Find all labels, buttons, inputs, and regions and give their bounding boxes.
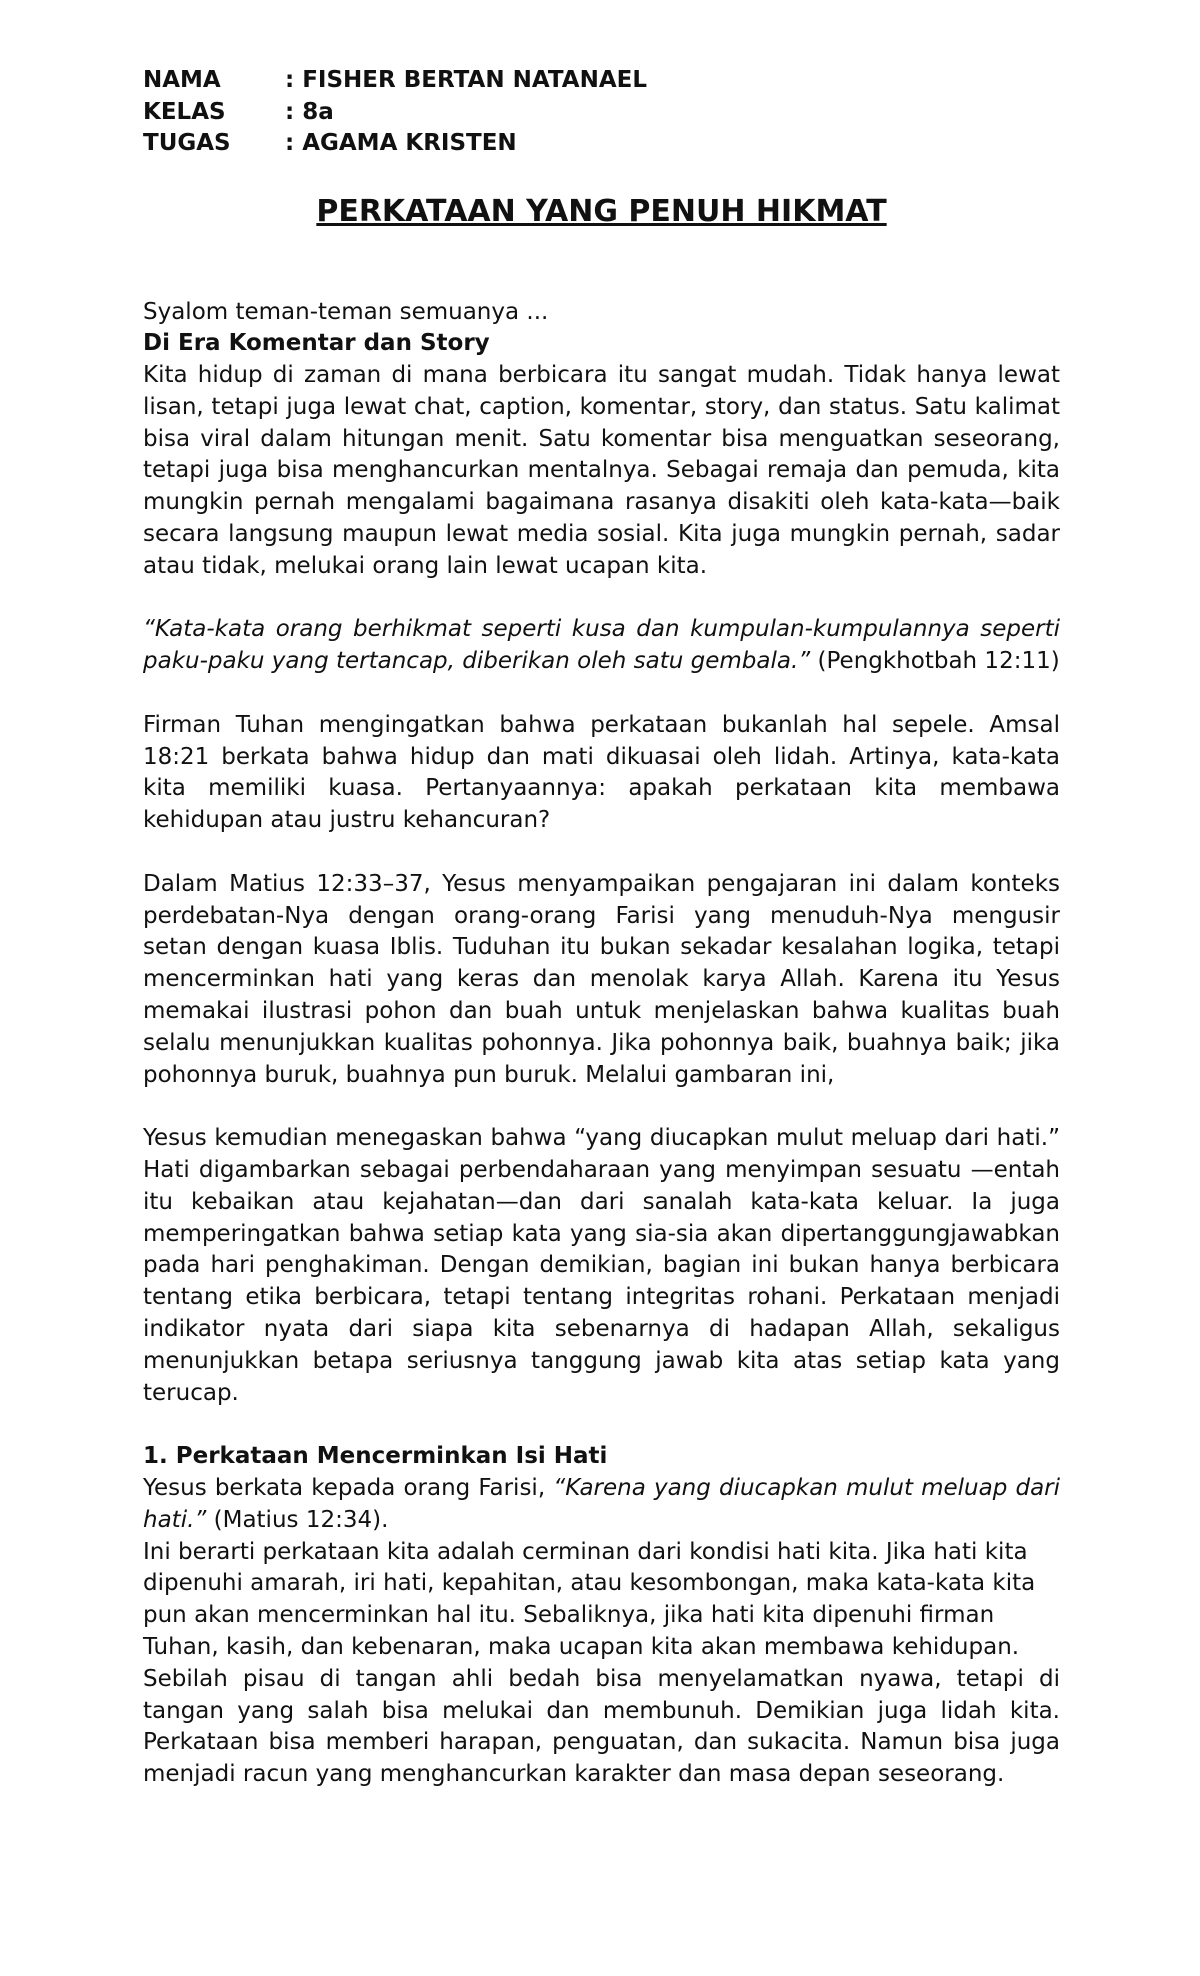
section-heading: 1. Perkataan Mencerminkan Isi Hati	[143, 1443, 608, 1470]
paragraph-gap	[143, 678, 1060, 710]
quote-text: “Kata-kata orang berhikmat seperti kusa dan kumpulan-kumpulannya seperti paku-paku yang tertancap, diberikan oleh satu gembala.”	[143, 616, 1060, 675]
greeting: Syalom teman-teman semuanya ...	[143, 298, 549, 325]
body-paragraph: Dalam Matius 12:33–37, Yesus menyampaikan pengajaran ini dalam konteks perdebatan-Nya dengan orang-orang Farisi yang menuduh-Nya mengusir setan dengan kuasa Iblis. Tuduhan itu bukan sekadar kesalahan logika, tetapi mencerminkan hati yang keras dan menolak karya Allah. Karena itu Yesus memakai ilustrasi pohon dan buah untuk menjelaskan bahwa kualitas buah selalu menunjukkan kualitas pohonnya. Jika pohonnya baik, buahnya baik; jika pohonnya buruk, buahnya pun buruk. Melalui gambaran ini,	[143, 870, 1060, 1088]
intro-quote: “Karena yang diucapkan mulut meluap dari hati.”	[143, 1474, 1061, 1533]
intro-paragraph: Kita hidup di zaman di mana berbicara itu sangat mudah. Tidak hanya lewat lisan, tetapi juga lewat chat, caption, komentar, story, dan status. Satu kalimat bisa viral dalam hitungan menit. Satu komentar bisa menguatkan seseorang, tetapi juga bisa menghancurkan mentalnya. Sebagai remaja dan pemuda, kita mungkin pernah mengalami bagaimana rasanya disakiti oleh kata-kata—baik secara langsung maupun lewat media sosial. Kita juga mungkin pernah, sadar atau tidak, melukai orang lain lewat ucapan kita.	[143, 362, 1060, 579]
quote-reference: (Pengkhotbah 12:11)	[810, 648, 1060, 675]
scripture-quote	[143, 614, 1060, 678]
body-paragraph: Ini berarti perkataan kita adalah cerminan dari kondisi hati kita. Jika hati kita dipenuhi amarah, iri hati, kepahitan, atau kesombongan, maka kata-kata kita pun akan mencerminkan hal itu. Sebaliknya, jika hati kita dipenuhi firman Tuhan, kasih, dan kebenaran, maka ucapan kita akan membawa kehidupan.	[143, 1538, 1036, 1660]
intro-text: Yesus berkata kepada orang Farisi,	[143, 1474, 554, 1501]
document-title: PERKATAAN YANG PENUH HIKMAT	[316, 193, 887, 229]
paragraph-gap	[143, 583, 1060, 615]
identity-row-nama	[143, 65, 1060, 97]
paragraph-gap	[143, 837, 1060, 869]
body-paragraph: Firman Tuhan mengingatkan bahwa perkataan bukanlah hal sepele. Amsal 18:21 berkata bahwa hidup dan mati dikuasai oleh lidah. Artinya, kata-kata kita memiliki kuasa. Pertanyaannya: apakah perkataan kita membawa kehidupan atau justru kehancuran?	[143, 711, 1060, 834]
paragraph-gap	[143, 1409, 1060, 1441]
section-heading: Di Era Komentar dan Story	[143, 330, 490, 357]
body-paragraph: Sebilah pisau di tangan ahli bedah bisa menyelamatkan nyawa, tetapi di tangan yang salah bisa melukai dan membunuh. Demikian juga lidah kita. Perkataan bisa memberi harapan, penguatan, dan sukacita. Namun bisa juga menjadi racun yang menghancurkan karakter dan masa depan seseorang.	[143, 1665, 1060, 1788]
identity-value: : AGAMA KRISTEN	[285, 130, 517, 156]
identity-row-tugas	[143, 128, 1060, 160]
identity-value: : 8a	[285, 98, 334, 125]
identity-key: KELAS	[143, 98, 226, 125]
body-paragraph: Yesus kemudian menegaskan bahwa “yang diucapkan mulut meluap dari hati.” Hati digambarkan sebagai perbendaharaan yang menyimpan sesuatu —entah itu kebaikan atau kejahatan—dan dari sanalah kata-kata keluar. Ia juga memperingatkan bahwa setiap kata yang sia-sia akan dipertanggungjawabkan pada hari penghakiman. Dengan demikian, bagian ini bukan hanya berbicara tentang etika berbicara, tetapi tentang integritas rohani. Perkataan menjadi indikator nyata dari siapa kita sebenarnya di hadapan Allah, sekaligus menunjukkan betapa seriusnya tanggung jawab kita atas setiap kata yang terucap.	[143, 1125, 1060, 1406]
identity-key: TUGAS	[143, 130, 231, 156]
identity-block	[143, 65, 1060, 160]
section-intro	[143, 1473, 1060, 1537]
intro-reference: (Matius 12:34).	[206, 1506, 389, 1533]
identity-row-kelas	[143, 97, 1060, 129]
identity-value: : FISHER BERTAN NATANAEL	[285, 67, 647, 93]
identity-key: NAMA	[143, 67, 221, 93]
paragraph-gap	[143, 1091, 1060, 1123]
